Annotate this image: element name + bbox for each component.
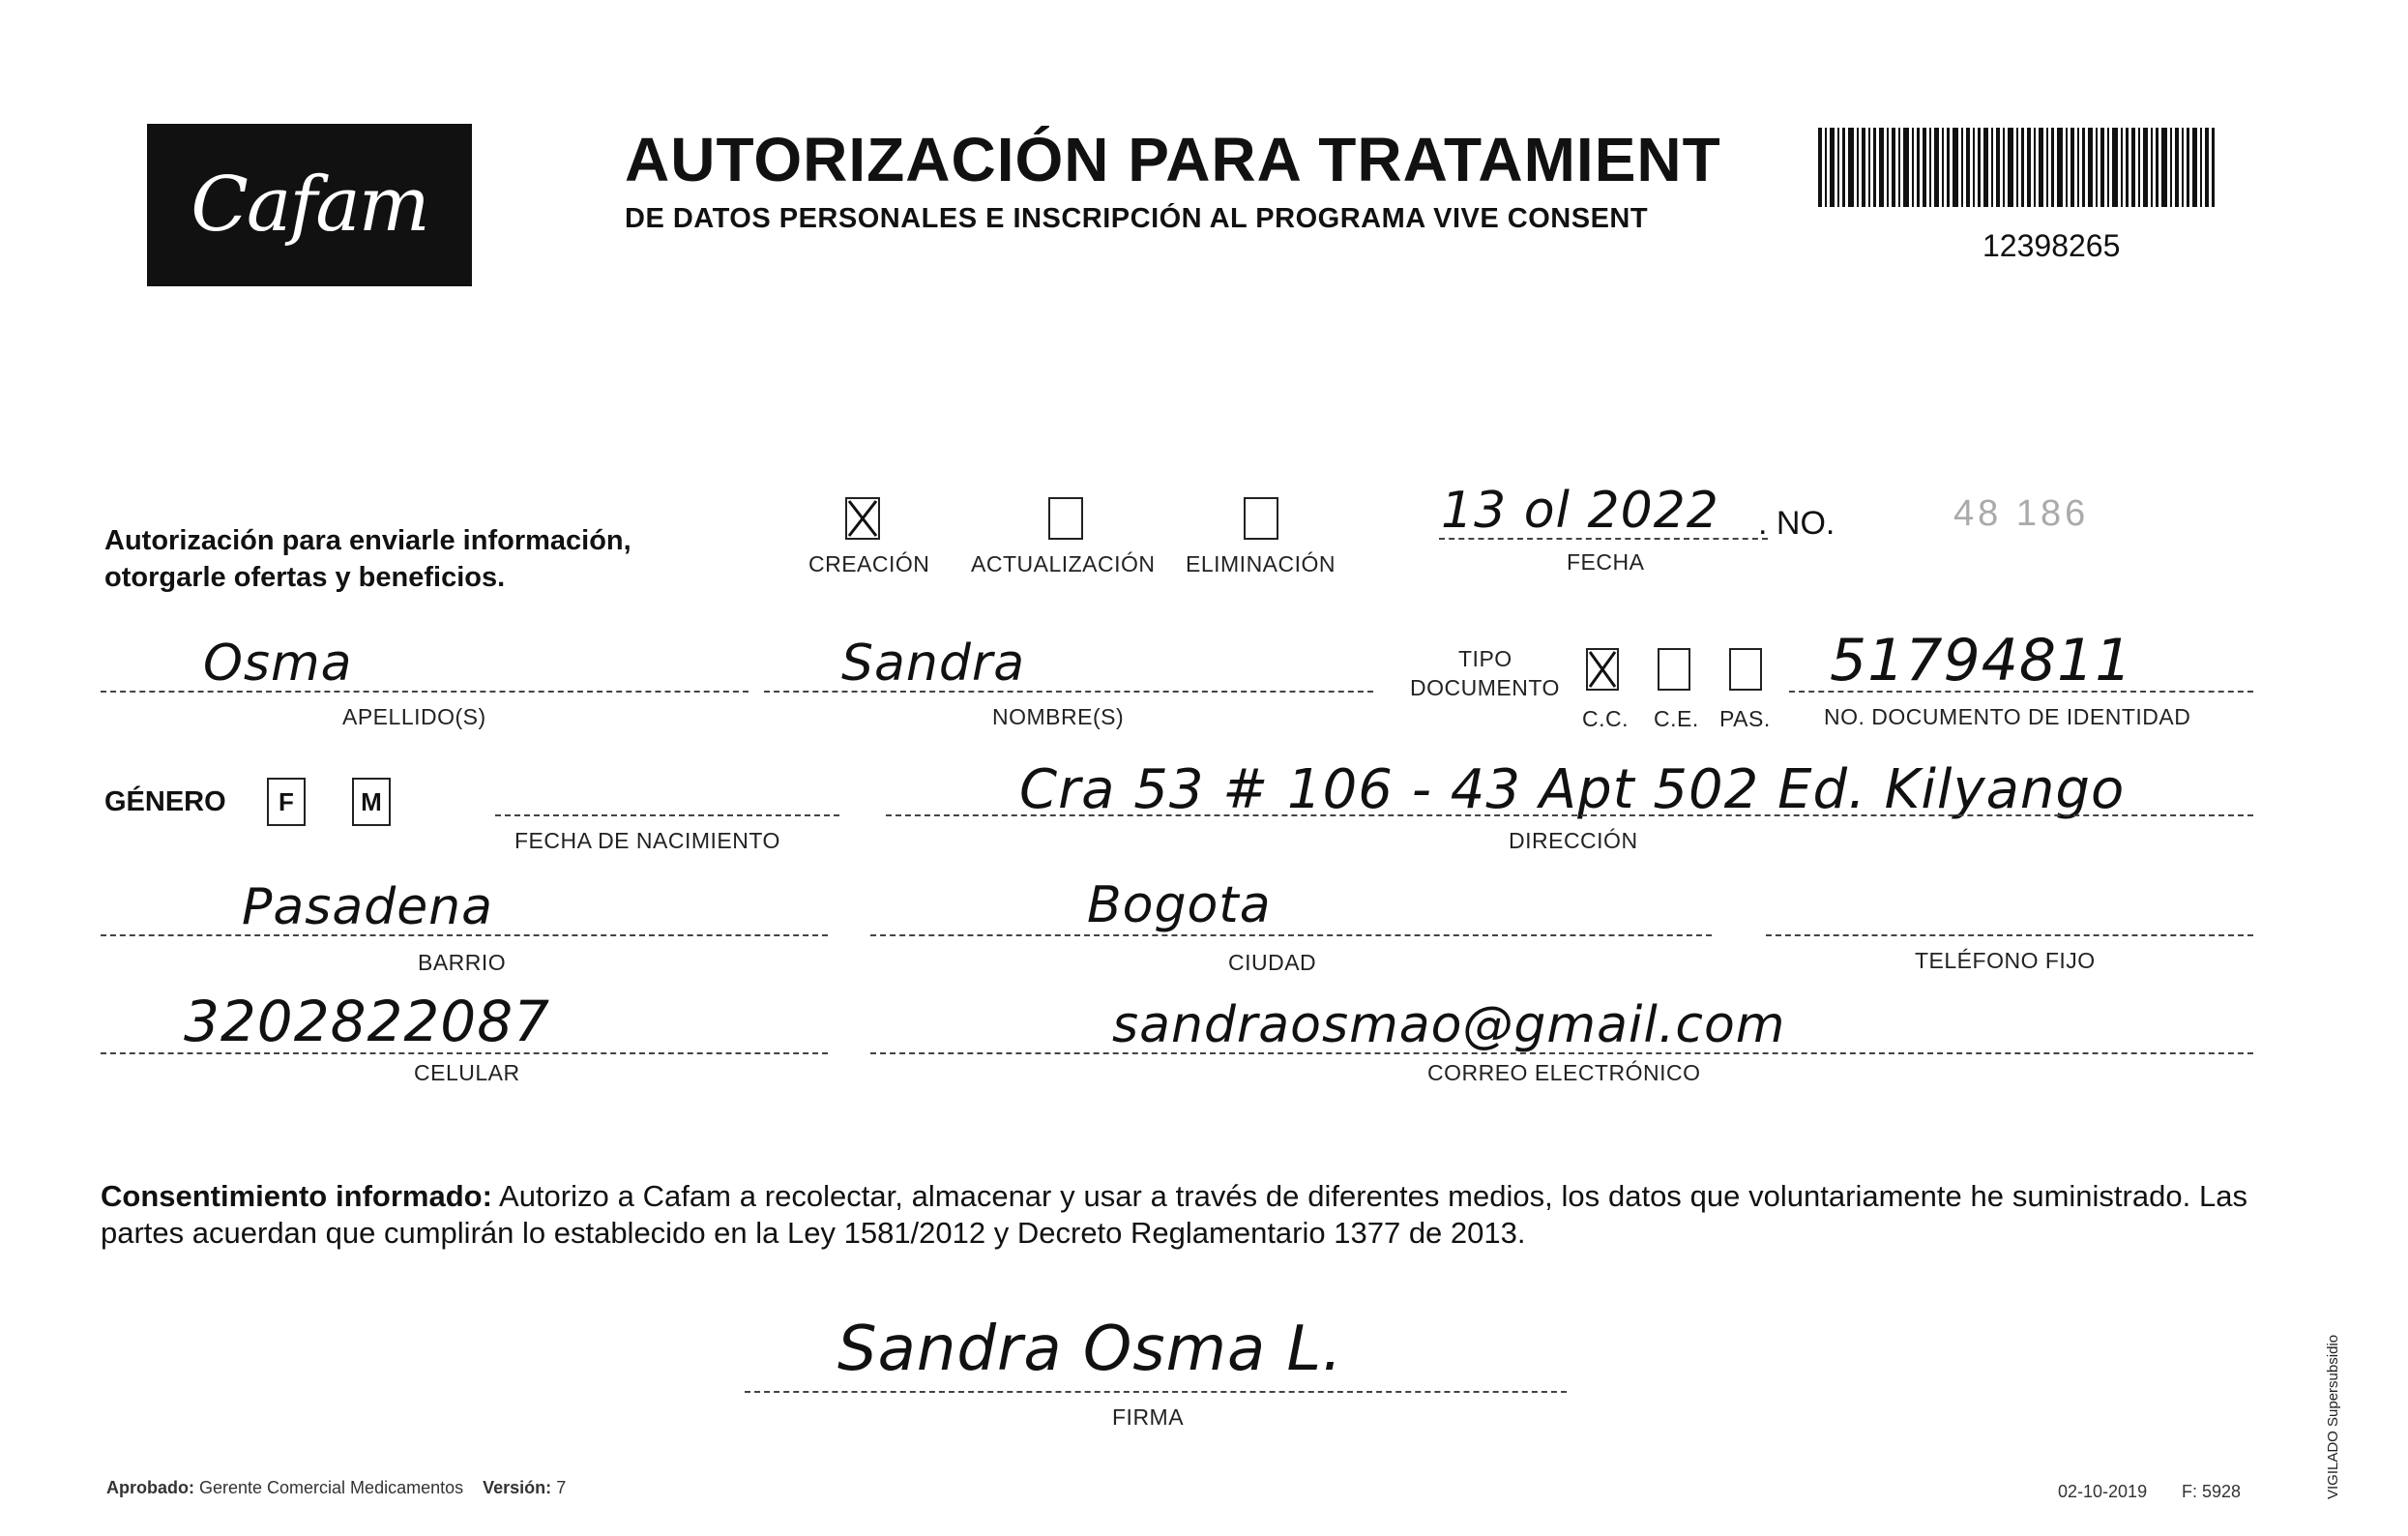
fecha-line (1439, 538, 1768, 540)
numero-documento-value[interactable]: 51794811 (1830, 627, 2133, 694)
intro-line-1: Autorización para enviarle información, (104, 525, 631, 556)
celular-label: CELULAR (414, 1060, 520, 1085)
firma-line (745, 1391, 1567, 1393)
ce-checkbox[interactable] (1658, 648, 1690, 691)
consent-text: Autorizo a Cafam a recolectar, almacenar y usar a través de diferentes medios, los datos que voluntariamente he suministrado. Las partes acuerdan que cumplirán lo establecido en la Ley 1581/2012 y Decreto Reglamentario 1377 de 2013. (101, 1179, 2247, 1250)
telefono-fijo-label: TELÉFONO FIJO (1915, 948, 2096, 973)
actualizacion-checkbox[interactable] (1048, 497, 1083, 540)
tipo-doc-label-1: TIPO (1458, 646, 1512, 671)
celular-value[interactable]: 3202822087 (184, 989, 551, 1054)
genero-label: GÉNERO (104, 786, 226, 817)
no-label: . NO. (1758, 505, 1835, 542)
barrio-line (101, 934, 828, 936)
creacion-checkbox[interactable] (845, 497, 880, 540)
nombres-label: NOMBRE(S) (992, 704, 1125, 729)
barrio-label: BARRIO (418, 950, 507, 975)
fecha-label: FECHA (1567, 549, 1645, 575)
numero-documento-line (1789, 691, 2253, 693)
eliminacion-label: ELIMINACIÓN (1186, 551, 1336, 576)
ciudad-value[interactable]: Bogota (1087, 876, 1272, 934)
footer-date: 02-10-2019 (2058, 1482, 2148, 1501)
correo-value[interactable]: sandraosmao@gmail.com (1112, 996, 1786, 1054)
telefono-fijo-line (1766, 934, 2253, 936)
version-label: Versión: (483, 1478, 552, 1497)
genero-f-option[interactable]: F (267, 778, 306, 826)
aprobado-value: Gerente Comercial Medicamentos (199, 1478, 464, 1497)
version-value: 7 (556, 1478, 567, 1497)
cafam-logo (147, 124, 472, 286)
nombres-value[interactable]: Sandra (841, 635, 1026, 693)
ciudad-label: CIUDAD (1228, 950, 1317, 975)
consent-lead: Consentimiento informado: (101, 1179, 492, 1213)
fecha-nacimiento-line (495, 814, 839, 816)
check-mark-icon (1588, 650, 1617, 689)
fecha-nacimiento-label: FECHA DE NACIMIENTO (514, 828, 780, 853)
firma-label: FIRMA (1112, 1404, 1185, 1430)
apellidos-line (101, 691, 749, 693)
barcode-icon (1818, 128, 2215, 207)
barcode-number: 12398265 (1982, 228, 2121, 263)
correo-line (870, 1052, 2253, 1054)
direccion-value[interactable]: Cra 53 # 106 - 43 Apt 502 Ed. Kilyango (1019, 758, 2126, 821)
fecha-value[interactable]: 13 ol 2022 (1441, 482, 1719, 540)
form-subtitle: DE DATOS PERSONALES E INSCRIPCIÓN AL PROGRAMA VIVE CONSENT (625, 203, 1649, 234)
check-mark-icon (847, 499, 878, 538)
numero-documento-label: NO. DOCUMENTO DE IDENTIDAD (1824, 704, 2191, 729)
cc-checkbox[interactable] (1586, 648, 1619, 691)
correo-label: CORREO ELECTRÓNICO (1427, 1060, 1701, 1085)
tipo-doc-label-2: DOCUMENTO (1410, 675, 1560, 700)
footer-form-code: F: 5928 (2182, 1482, 2242, 1501)
pas-label: PAS. (1719, 706, 1771, 731)
firma-value[interactable]: Sandra Osma L. (837, 1314, 1343, 1385)
celular-line (101, 1052, 828, 1054)
logo-text: Cafam (191, 162, 428, 249)
direccion-line (886, 814, 2253, 816)
eliminacion-checkbox[interactable] (1244, 497, 1278, 540)
no-value: 48 186 (1953, 493, 2090, 534)
genero-m-option[interactable]: M (352, 778, 391, 826)
footer-aprobado (106, 1478, 566, 1498)
aprobado-label: Aprobado: (106, 1478, 194, 1497)
actualizacion-label: ACTUALIZACIÓN (971, 551, 1156, 576)
cc-label: C.C. (1582, 706, 1629, 731)
apellidos-value[interactable]: Osma (203, 635, 353, 693)
ce-label: C.E. (1654, 706, 1699, 731)
pas-checkbox[interactable] (1729, 648, 1762, 691)
side-vigilado-text: VIGILADO Supersubsidio (2325, 1334, 2341, 1499)
apellidos-label: APELLIDO(S) (342, 704, 486, 729)
ciudad-line (870, 934, 1712, 936)
consent-paragraph (101, 1178, 2247, 1252)
creacion-label: CREACIÓN (808, 551, 930, 576)
barrio-value[interactable]: Pasadena (242, 878, 494, 936)
intro-line-2: otorgarle ofertas y beneficios. (104, 562, 506, 593)
direccion-label: DIRECCIÓN (1509, 828, 1638, 853)
form-title: AUTORIZACIÓN PARA TRATAMIENT (625, 125, 1721, 194)
nombres-line (764, 691, 1373, 693)
